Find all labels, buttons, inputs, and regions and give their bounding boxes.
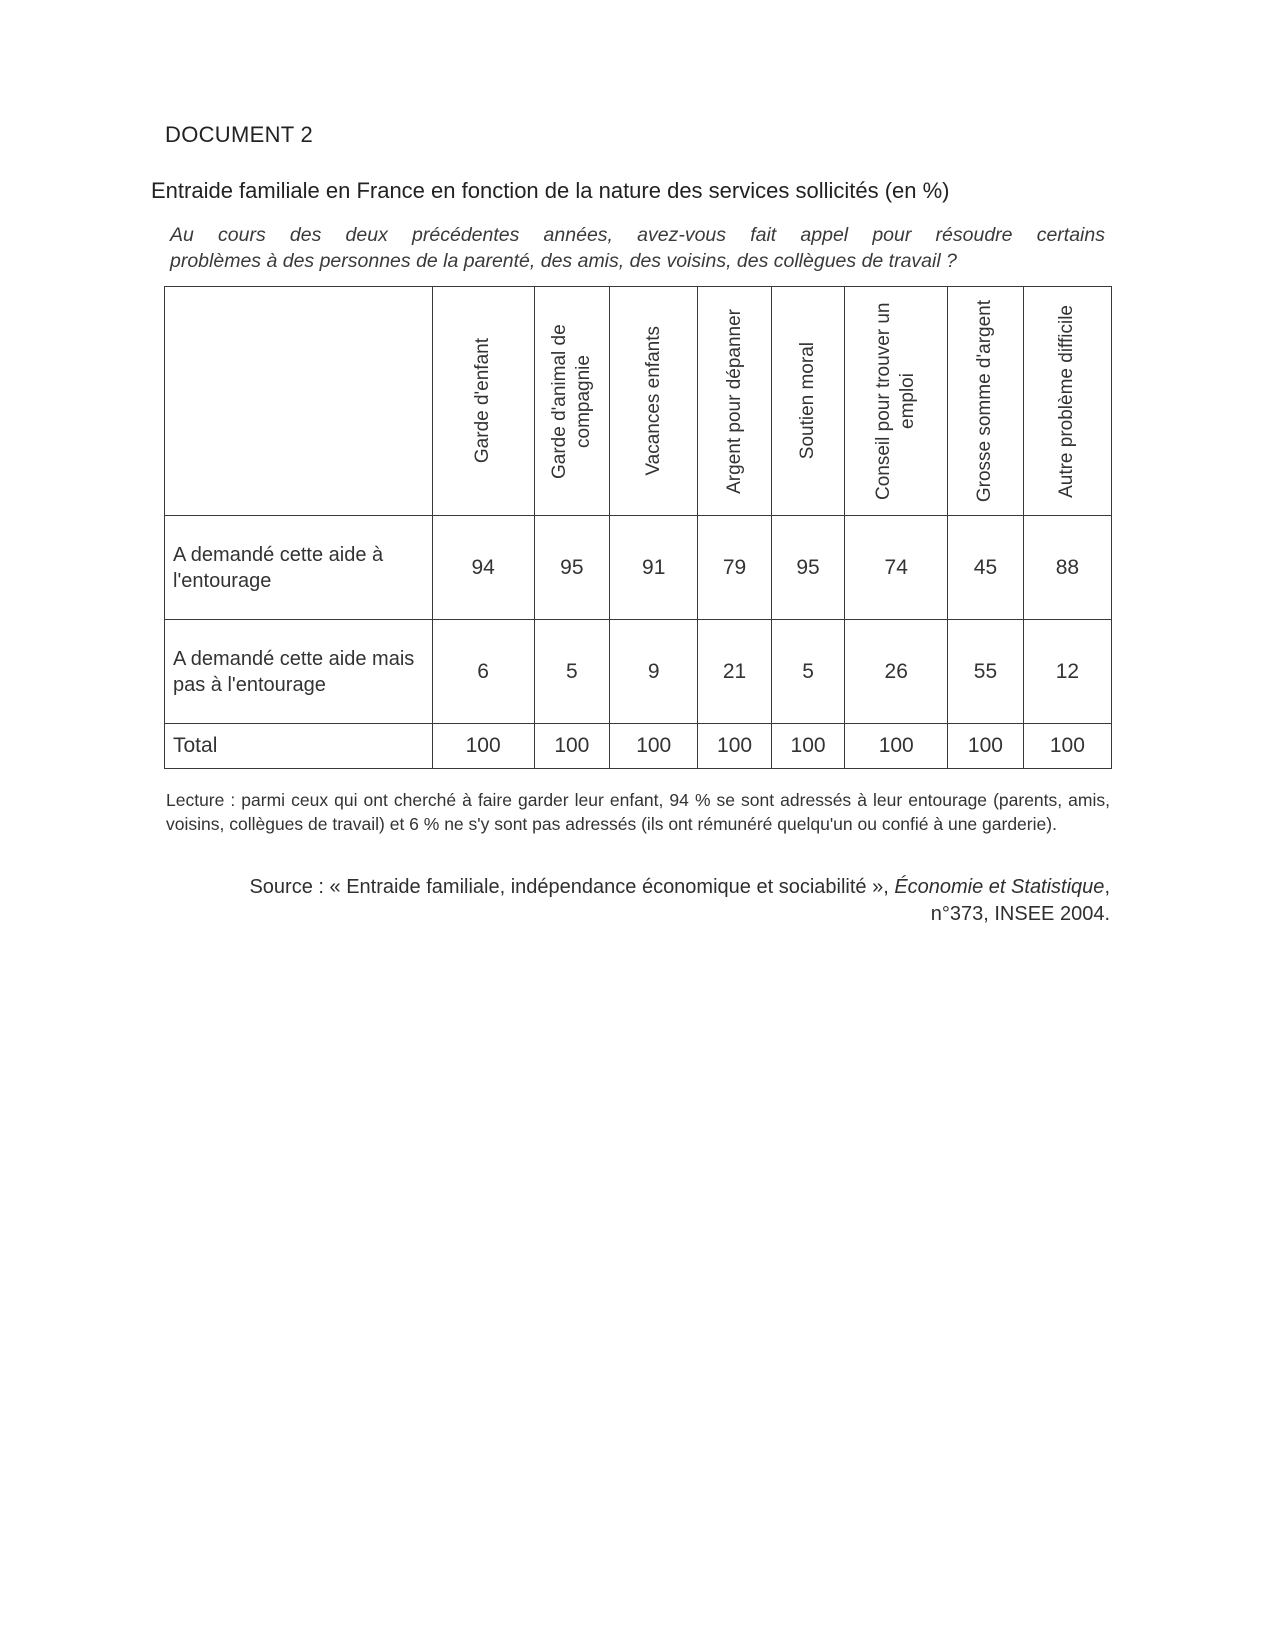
table-cell: 100 — [948, 724, 1024, 769]
column-header-label: Garde d'enfant — [472, 338, 494, 464]
table-cell: 5 — [534, 620, 610, 724]
table-cell: 100 — [845, 724, 948, 769]
table-corner-cell — [165, 287, 433, 516]
table-cell: 55 — [948, 620, 1024, 724]
column-header-label: Vacances enfants — [642, 326, 664, 476]
table-cell: 100 — [610, 724, 698, 769]
row-label: Total — [165, 724, 433, 769]
table-cell: 100 — [534, 724, 610, 769]
column-header-label: Conseil pour trouver un emploi — [873, 302, 919, 500]
survey-question-line-2: problèmes à des personnes de la parenté, des amis, des voisins, des collègues de travail ? — [170, 250, 957, 272]
column-header — [771, 287, 844, 516]
table-cell: 95 — [771, 516, 844, 620]
column-header — [1023, 287, 1111, 516]
table-cell: 9 — [610, 620, 698, 724]
column-header-label: Grosse somme d'argent — [974, 299, 996, 503]
table-row — [165, 620, 1112, 724]
table-cell: 100 — [771, 724, 844, 769]
column-header-label: Soutien moral — [797, 342, 819, 460]
table-cell: 6 — [432, 620, 534, 724]
column-header — [698, 287, 771, 516]
table-cell: 12 — [1023, 620, 1111, 724]
row-label: A demandé cette aide à l'entourage — [165, 516, 433, 620]
source-suffix: , n°373, INSEE 2004. — [930, 876, 1110, 925]
source-journal: Économie et Statistique — [894, 876, 1105, 898]
table-cell: 79 — [698, 516, 771, 620]
document-label: DOCUMENT 2 — [165, 122, 314, 147]
table-cell: 100 — [1023, 724, 1111, 769]
table-cell: 26 — [845, 620, 948, 724]
table-cell: 74 — [845, 516, 948, 620]
table-cell: 91 — [610, 516, 698, 620]
column-header-label: Autre problème difficile — [1056, 304, 1078, 498]
table-cell: 45 — [948, 516, 1024, 620]
table-cell: 95 — [534, 516, 610, 620]
table-row — [165, 516, 1112, 620]
column-header — [534, 287, 610, 516]
table-cell: 100 — [698, 724, 771, 769]
survey-question-line-1: Au cours des deux précédentes années, avez-vous fait appel pour résoudre certains — [170, 224, 1105, 246]
source-citation — [200, 874, 1110, 928]
table-header-row — [165, 287, 1112, 516]
row-label: A demandé cette aide mais pas à l'entourage — [165, 620, 433, 724]
reading-note: Lecture : parmi ceux qui ont cherché à faire garder leur enfant, 94 % se sont adressés à leur entourage (parents, amis, voisins, collègues de travail) et 6 % ne s'y sont pas adressés (ils ont rémunéré quelqu'un ou confié à une garderie). — [166, 790, 1110, 834]
data-table — [164, 286, 1112, 769]
survey-question — [170, 222, 1105, 274]
table-cell: 5 — [771, 620, 844, 724]
table-cell: 100 — [432, 724, 534, 769]
table-cell: 21 — [698, 620, 771, 724]
table-total-row — [165, 724, 1112, 769]
column-header — [948, 287, 1024, 516]
column-header — [432, 287, 534, 516]
column-header-label: Garde d'animal de compagnie — [548, 323, 594, 479]
table-cell: 88 — [1023, 516, 1111, 620]
column-header — [845, 287, 948, 516]
document-title: Entraide familiale en France en fonction de la nature des services sollicités (en %) — [151, 178, 950, 203]
column-header — [610, 287, 698, 516]
column-header-label: Argent pour dépanner — [723, 308, 745, 494]
source-prefix: Source : « Entraide familiale, indépendance économique et sociabilité », — [249, 876, 895, 898]
table-cell: 94 — [432, 516, 534, 620]
